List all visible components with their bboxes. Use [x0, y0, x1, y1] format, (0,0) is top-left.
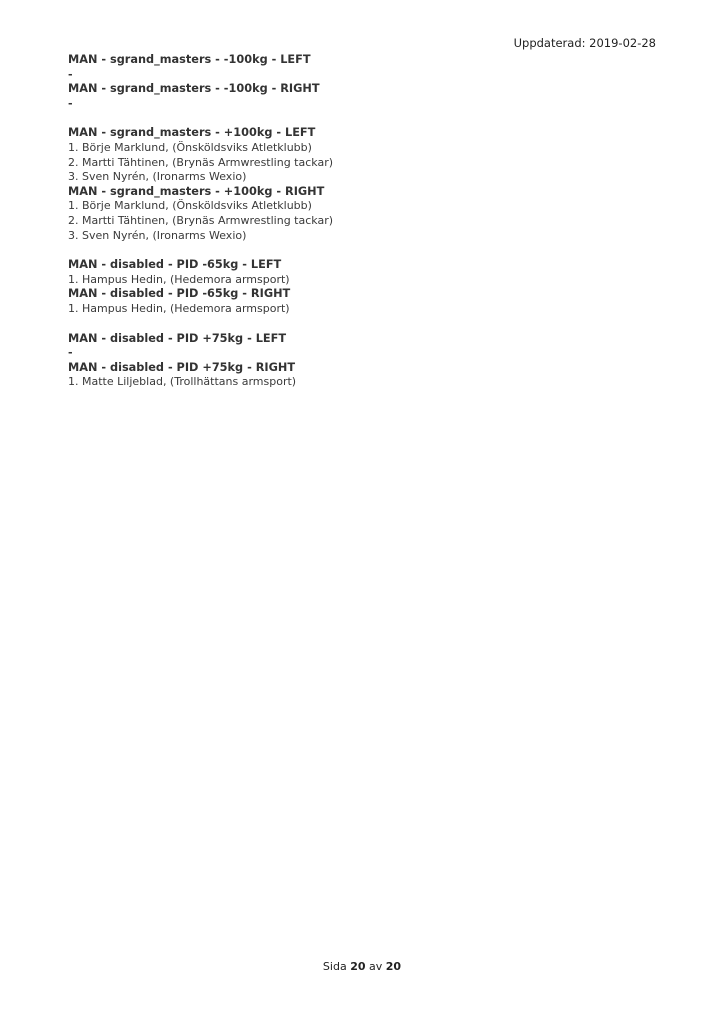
results-content — [68, 53, 658, 405]
empty-result-marker: - — [68, 67, 73, 81]
category-heading: MAN - disabled - PID +75kg - RIGHT — [68, 360, 296, 374]
category-heading: MAN - sgrand_masters - -100kg - LEFT — [68, 53, 311, 66]
category-heading: MAN - sgrand_masters - -100kg - RIGHT — [68, 82, 320, 96]
empty-result-marker: - — [68, 346, 73, 360]
results-section — [68, 332, 658, 390]
results-section — [68, 126, 658, 243]
results-section — [68, 258, 658, 316]
results-section — [68, 53, 658, 111]
result-entry: 2. Martti Tähtinen, (Brynäs Armwrestling tackar) — [68, 155, 334, 169]
current-page: 20 — [350, 960, 366, 973]
result-entry: 1. Hampus Hedin, (Hedemora armsport) — [68, 272, 290, 286]
category-heading: MAN - sgrand_masters - +100kg - LEFT — [68, 126, 316, 140]
result-entry: 1. Börje Marklund, (Önsköldsviks Atletklubb) — [68, 140, 312, 154]
result-entry: 2. Martti Tähtinen, (Brynäs Armwrestling tackar) — [68, 213, 334, 227]
total-pages: 20 — [385, 960, 402, 973]
category-heading: MAN - disabled - PID -65kg - RIGHT — [68, 287, 291, 301]
result-entry: 1. Hampus Hedin, (Hedemora armsport) — [68, 301, 290, 315]
page-label-prefix: Sida — [322, 960, 347, 973]
category-heading: MAN - disabled - PID +75kg - LEFT — [68, 331, 287, 345]
updated-date: Uppdaterad: 2019-02-28 — [513, 36, 656, 50]
page-number — [0, 960, 724, 973]
empty-result-marker: - — [68, 96, 73, 110]
result-entry: 3. Sven Nyrén, (Ironarms Wexio) — [68, 170, 247, 184]
page-label-middle: av — [369, 960, 383, 973]
result-entry: 1. Matte Liljeblad, (Trollhättans armsport) — [68, 375, 297, 389]
category-heading: MAN - disabled - PID -65kg - LEFT — [68, 258, 282, 272]
category-heading: MAN - sgrand_masters - +100kg - RIGHT — [68, 184, 325, 198]
result-entry: 1. Börje Marklund, (Önsköldsviks Atletklubb) — [68, 199, 312, 213]
result-entry: 3. Sven Nyrén, (Ironarms Wexio) — [68, 228, 247, 242]
